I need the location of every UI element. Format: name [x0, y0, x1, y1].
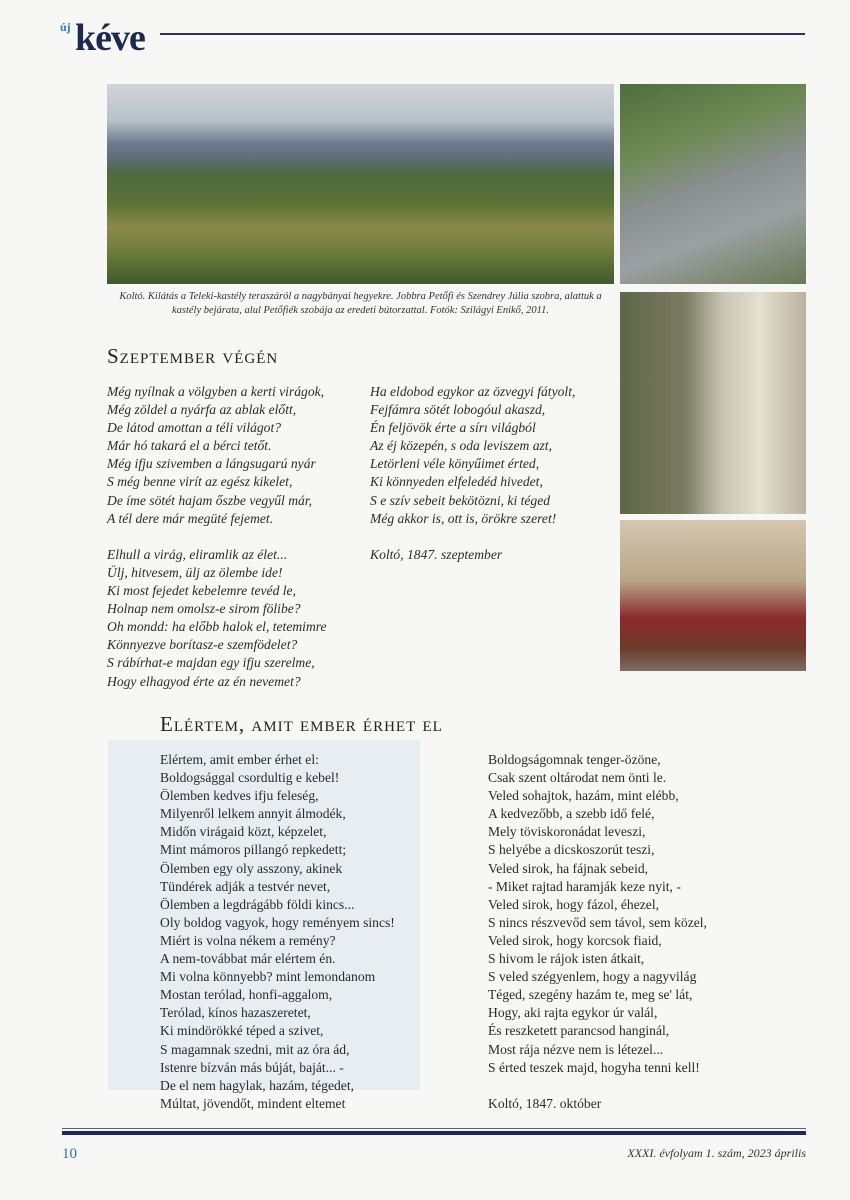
poem-line: S még benne virít az egész kikelet,: [107, 474, 293, 490]
poem-line: De el nem hagylak, hazám, tégedet,: [160, 1077, 355, 1093]
poem2-right-column: [488, 751, 707, 1113]
poem-line: [488, 1077, 707, 1095]
poem-line: A nem-továbbat már elértem én.: [160, 951, 336, 967]
poem-line: Téged, szegény hazám te, meg se' lát,: [488, 987, 693, 1003]
poem-line: Elértem, amit ember érhet el:: [160, 752, 319, 767]
poem-line: Ülj, hitvesem, ülj az ölembe ide!: [107, 564, 283, 580]
poem-line: Ki mindörökké téped a szivet,: [160, 1023, 324, 1039]
poem-line: S hivom le rájok isten átkait,: [488, 951, 645, 967]
poem2-left-column: [160, 751, 395, 1113]
poem-line: Koltó, 1847. szeptember: [370, 546, 503, 562]
poem-line: Még zöldel a nyárfa az ablak előtt,: [107, 402, 297, 418]
poem-line: Boldogságomnak tenger-özöne,: [488, 752, 661, 767]
header-rule: [160, 33, 805, 35]
poem-line: - Miket rajtad haramják keze nyit, -: [488, 878, 681, 894]
issue-info: XXXI. évfolyam 1. szám, 2023 április: [627, 1146, 806, 1160]
poem-line: Most rája nézve nem is létezel...: [488, 1041, 664, 1057]
page-number: 10: [62, 1146, 77, 1162]
castle-entrance-photo: [620, 292, 806, 514]
poem1-right-column: [370, 383, 575, 564]
poem-line: Mint mámoros pillangó repkedett;: [160, 842, 347, 858]
poem-line: S érted teszek majd, hogyha tenni kell!: [488, 1059, 700, 1075]
poem-line: Én feljövök érte a sírı világból: [370, 420, 536, 436]
poem-line: [107, 528, 327, 546]
poem-line: Könnyezve borítasz-e szemfödelet?: [107, 637, 298, 653]
poem-line: Ki most fejedet kebelemre tevéd le,: [107, 583, 296, 599]
poem-line: Hogy, aki rajta egykor úr valál,: [488, 1005, 658, 1021]
poem-line: Tündérek adják a testvér nevet,: [160, 878, 331, 894]
poem-line: Holnap nem omolsz-e sirom fölibe?: [107, 601, 301, 617]
footer-rule: [62, 1128, 806, 1129]
poem-line: A kedvezőbb, a szebb idő felé,: [488, 806, 655, 822]
poem-line: Letörleni véle könyűimet érted,: [370, 456, 540, 472]
poem-line: Veled sirok, ha fájnak sebeid,: [488, 860, 649, 876]
poem-line: [370, 528, 575, 546]
landscape-photo: [107, 84, 614, 284]
poem-line: Csak szent oltárodat nem önti le.: [488, 770, 667, 786]
poem-line: Mely töviskoronádat leveszi,: [488, 824, 646, 840]
poem-line: S veled szégyenlem, hogy a nagyvilág: [488, 969, 697, 985]
poem-line: Mi volna könnyebb? mint lemondanom: [160, 969, 376, 985]
poem-line: S e szív sebeit bekötözni, ki téged: [370, 492, 551, 508]
poem-line: Veled sirok, hogy fázol, éhezel,: [488, 896, 659, 912]
poem-line: Még ifju szivemben a lángsugarú nyár: [107, 456, 316, 472]
poem-line: Múltat, jövendőt, mindent eltemet: [160, 1095, 346, 1111]
poem-line: Fejfámra sötét lobogóul akaszd,: [370, 402, 546, 418]
poem-line: S magamnak szedni, mit az óra ád,: [160, 1041, 350, 1057]
poem-line: Istenre bízván más búját, baját... -: [160, 1059, 344, 1075]
poem-line: És reszketett parancsod hanginál,: [488, 1023, 670, 1039]
poem-line: Miért is volna nékem a remény?: [160, 932, 336, 948]
footer-rule-thick: [62, 1131, 806, 1135]
poem-line: Az éj közepén, s oda leviszem azt,: [370, 438, 552, 454]
magazine-logo: kéve: [75, 17, 145, 59]
poem-line: Milyenről lelkem annyit álmodék,: [160, 806, 346, 822]
poem-line: Ölemben a legdrágább földi kincs...: [160, 896, 355, 912]
poem-line: Boldogsággal csordultig e kebel!: [160, 770, 340, 786]
poem-line: Már hó takará el a bérci tetőt.: [107, 438, 272, 454]
poem-line: Még akkor is, ott is, örökre szeret!: [370, 510, 557, 526]
poem-line: Koltó, 1847. október: [488, 1095, 602, 1111]
poem2-title: Elértem, amit ember érhet el: [160, 712, 443, 736]
poem-line: Elhull a virág, eliramlik az élet...: [107, 546, 288, 562]
poem-line: A tél dere már megüté fejemet.: [107, 510, 274, 526]
poem-line: Veled sohajtok, hazám, mint elébb,: [488, 788, 679, 804]
poem-line: S rábírhat-e majdan egy ifju szerelme,: [107, 655, 315, 671]
room-photo: [620, 520, 806, 671]
poem-line: Oly boldog vagyok, hogy reményem sincs!: [160, 914, 395, 930]
poem-line: S helyébe a dicskoszorút teszi,: [488, 842, 655, 858]
poem-line: De látod amottan a téli világot?: [107, 420, 282, 436]
poem-line: Ölemben kedves ifju feleség,: [160, 788, 319, 804]
poem-line: Ha eldobod egykor az özvegyi fátyolt,: [370, 384, 576, 399]
photo-caption: Koltó. Kilátás a Teleki-kastély teraszáról a nagybányai hegyekre. Jobbra Petőfi és Szendrey Júlia szobra, alattuk a kastély bejárata, alul Petőfiék szobája az eredeti bútorzattal. Fotók: Szilágyi Enikő, 2011.: [119, 291, 602, 316]
poem-line: De íme sötét hajam őszbe vegyűl már,: [107, 492, 313, 508]
statue-photo: [620, 84, 806, 284]
poem-line: S nincs részvevőd sem távol, sem közel,: [488, 914, 707, 930]
poem-line: Ki könnyeden elfeledéd hivedet,: [370, 474, 543, 490]
poem-line: Hogy elhagyod érte az én nevemet?: [107, 673, 301, 689]
poem-line: Veled sirok, hogy korcsok fiaid,: [488, 932, 662, 948]
poem-line: Mostan terólad, honfi-aggalom,: [160, 987, 333, 1003]
poem-line: Midőn virágaid közt, képzelet,: [160, 824, 327, 840]
poem1-title: Szeptember végén: [107, 344, 279, 368]
poem1-left-column: [107, 383, 327, 691]
poem-line: Ölemben egy oly asszony, akinek: [160, 860, 343, 876]
logo-prefix: új: [60, 20, 71, 34]
poem-line: Még nyílnak a völgyben a kerti virágok,: [107, 384, 325, 399]
poem-line: Terólad, kínos hazaszeretet,: [160, 1005, 311, 1021]
poem-line: Oh mondd: ha előbb halok el, tetemimre: [107, 619, 327, 635]
